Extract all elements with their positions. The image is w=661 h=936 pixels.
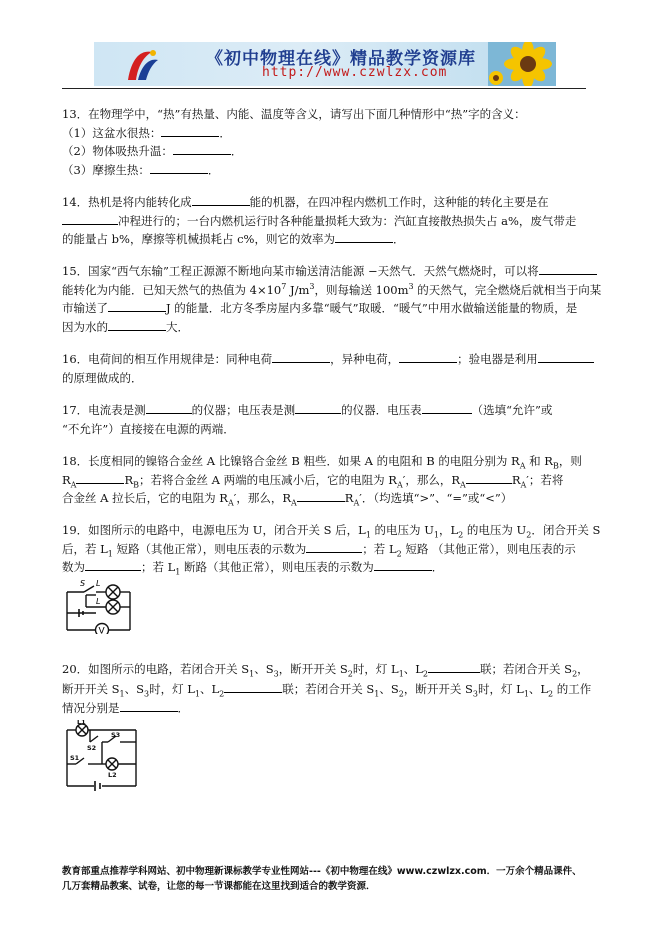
lamp-1-label: L1 <box>77 720 86 726</box>
question-18-line-3: 合金丝 A 拉长后，它的电阻为 $R_A'$，那么，$R_A$ $R_A'$．（均选填“>”、“=”或“<”） <box>62 491 513 508</box>
answer-blank[interactable] <box>297 489 345 502</box>
answer-blank[interactable] <box>335 230 393 243</box>
answer-blank[interactable] <box>306 540 362 553</box>
switch-1-label: S1 <box>70 754 80 762</box>
site-title: 《初中物理在线》精品教学资源库 <box>206 49 476 69</box>
question-17-line-2: “不允许”）直接接在电源的两端． <box>62 422 235 436</box>
lamp-2-label: L <box>96 597 101 606</box>
question-15-line-1: 15．国家“西气东输”工程正源源不断地向某市输送清洁能源 −天然气．天然气燃烧时，可以将 <box>62 262 590 281</box>
question-18-line-1: 18．长度相同的镍铬合金丝 A 比镍铬合金丝 B 粗些．如果 A 的电阻和 B 的电阻分别为 $R_A$ 和 $R_B$，则 <box>62 454 582 471</box>
question-16-line-1: 16．电荷间的相互作用规律是：同种电荷 ，异种电荷， ；验电器是利用 <box>62 350 590 369</box>
footer-line-2: 几万套精品教案、试卷，让您的每一节课都能在这里找到适合的教学资源． <box>62 881 376 892</box>
question-14-line-3: 的能量占 b%，摩擦等机械损耗占 c%，则它的效率为 ． <box>62 232 405 246</box>
question-18-line-2: $R_A$ $R_B$；若将合金丝 A 两端的电压减小后，它的电阻为 $R_A'$，那么，$R_A$ $R_A'$；若将 <box>62 473 564 490</box>
answer-blank[interactable] <box>108 299 166 312</box>
answer-blank[interactable] <box>539 262 597 275</box>
answer-blank[interactable] <box>146 401 192 414</box>
switch-2-label: S2 <box>87 744 97 752</box>
header-banner <box>94 42 556 86</box>
answer-blank[interactable] <box>422 401 472 414</box>
lamp-1-label: L <box>96 579 101 588</box>
answer-blank[interactable] <box>150 161 208 174</box>
question-13-item-1: （1）这盆水很热： ． <box>62 126 231 140</box>
answer-blank[interactable] <box>192 193 250 206</box>
answer-blank[interactable] <box>272 350 330 363</box>
answer-blank[interactable] <box>399 350 457 363</box>
question-16-line-2: 的原理做成的． <box>62 371 143 385</box>
question-19-line-3: 数为 ；若 $L_1$ 断路（其他正常），则电压表的示数为 ． <box>62 560 444 577</box>
answer-blank[interactable] <box>161 124 219 137</box>
question-13-item-2: （2）物体吸热升温： ． <box>62 144 243 158</box>
question-14-line-2: 冲程进行的；一台内燃机运行时各种能量损耗大致为：汽缸直接散热损失占 a%，废气带走 <box>62 212 590 231</box>
question-15-line-3: 市输送了 J 的能量．北方冬季房屋内多靠“暖气”取暖．“暖气”中用水做输送能量的物质，是 <box>62 301 578 315</box>
answer-blank[interactable] <box>224 680 282 693</box>
answer-blank[interactable] <box>538 350 594 363</box>
answer-blank[interactable] <box>466 471 512 484</box>
answer-blank[interactable] <box>173 142 231 155</box>
question-17-line-1: 17．电流表是测 的仪器；电压表是测 的仪器．电压表 （选填“允许”或 <box>62 403 553 417</box>
switch-label: S <box>80 579 86 588</box>
answer-blank[interactable] <box>76 471 124 484</box>
question-14-line-1: 14．热机是将内能转化成 能的机器，在四冲程内燃机工作时，这种能的转化主要是在 <box>62 195 549 209</box>
question-15-line-2: 能转化为内能．已知天然气的热值为 $4\times 10^7$ $J/m^3$，则每输送 $100m^3$ 的天然气，完全燃烧后就相当于向某 <box>62 282 602 297</box>
footer-line-1: 教育部重点推荐学科网站、初中物理新课标教学专业性网站---《初中物理在线》www.czwlzx.com．一万余个精品课件、 <box>62 866 582 877</box>
circuit-diagram-20 <box>64 720 140 792</box>
site-logo <box>122 46 162 84</box>
question-13-stem: 13．在物理学中，“热”有热量、内能、温度等含义，请写出下面几种情形中“热”字的含义： <box>62 107 526 121</box>
question-20-line-1: 20．如图所示的电路，若闭合开关 $S_1$、$S_3$，断开开关 $S_2$时，灯 $L_1$、$L_2$ 联；若闭合开关 $S_2$， <box>62 662 589 679</box>
question-20-line-3: 情况分别是 ． <box>62 701 189 715</box>
answer-blank[interactable] <box>428 660 480 673</box>
question-13-item-3: （3）摩擦生热： ． <box>62 163 220 177</box>
sunflower-image <box>488 42 556 86</box>
header-rule <box>62 88 586 89</box>
answer-blank[interactable] <box>120 699 178 712</box>
question-15-line-4: 因为水的 大． <box>62 320 189 334</box>
voltmeter-label: V <box>98 626 105 634</box>
circuit-diagram-19 <box>64 578 134 634</box>
site-url[interactable]: http://www.czwlzx.com <box>262 65 448 80</box>
lamp-2-label: L2 <box>108 771 117 779</box>
answer-blank[interactable] <box>374 558 432 571</box>
answer-blank[interactable] <box>108 318 166 331</box>
switch-3-label: S3 <box>111 731 121 739</box>
question-19-line-2: 后，若 $L_1$ 短路（其他正常），则电压表的示数为 ；若 $L_2$ 短路 （其他正常），则电压表的示 <box>62 542 576 559</box>
footer-note <box>62 864 592 894</box>
answer-blank[interactable] <box>85 558 141 571</box>
answer-blank[interactable] <box>62 212 118 225</box>
question-19-line-1: 19．如图所示的电路中，电源电压为 U，闭合开关 S 后，$L_1$ 的电压为 $U_1$，$L_2$ 的电压为 $U_2$．闭合开关 S <box>62 523 601 540</box>
answer-blank[interactable] <box>295 401 341 414</box>
question-20-line-2: 断开开关 $S_1$、$S_3$时，灯 $L_1$、$L_2$ 联；若闭合开关 $S_1$、$S_2$，断开开关 $S_3$时，灯 $L_1$、$L_2$ 的工作 <box>62 682 592 699</box>
